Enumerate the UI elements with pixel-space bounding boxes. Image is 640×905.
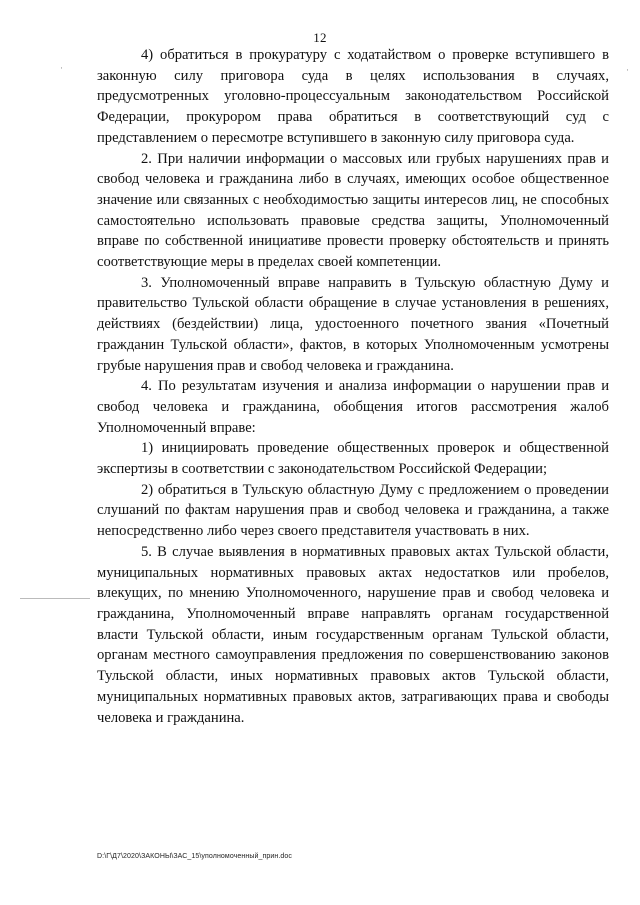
paragraph-5: 5. В случае выявления в нормативных правовых актах Тульской области, муниципальных нормативных правовых актах недостатков или пробелов, влекущих, по мнению Уполномоченного, нарушение прав и свобод человека и гражданина, Уполномоченный вправе направлять органам государственной власти Тульской области, иным государственным органам Тульской области, органам местного самоуправления предложения по совершенствованию законов Тульской области, иных нормативных правовых актов Тульской области, муниципальных нормативных правовых актов, затрагивающих права и свободы человека и гражданина. (97, 543, 609, 726)
file-path-footer: D:\Г\Д7\2020\ЗАКОНЫ\ЗАС_15\уполномоченный_прин.doc (97, 853, 292, 860)
paragraph-item-4: 4) обратиться в прокуратуру с ходатайством о проверке вступившего в законную силу приговора суда в целях использования в случаях, предусмотренных уголовно-процессуальным законодательством Российской Федерации, прокурором права обратиться в соответствующий суд с представлением о пересмотре вступившего в законную силу приговора суда. (97, 47, 609, 146)
page-number: 12 (313, 30, 327, 45)
paragraph-4: 4. По результатам изучения и анализа информации о нарушении прав и свобод человека и гражданина, обобщения итогов рассмотрения жалоб Уполномоченный вправе: (97, 378, 609, 436)
document-body (97, 45, 609, 728)
paragraph-2: 2. При наличии информации о массовых или грубых нарушениях прав и свобод человека и гражданина либо в случаях, имеющих особое общественное значение или связанных с необходимостью защиты интересов лиц, не способных самостоятельно использовать правовые средства защиты, Уполномоченный вправе по собственной инициативе провести проверку обстоятельств и принять соответствующие меры в пределах своей компетенции. (97, 150, 609, 271)
scan-artifact-line (20, 598, 90, 599)
scan-speck-left: · (60, 63, 63, 73)
paragraph-4-item-1: 1) инициировать проведение общественных проверок и общественной экспертизы в соответствии с законодательством Российской Федерации; (97, 440, 609, 478)
paragraph-3: 3. Уполномоченный вправе направить в Тульскую областную Думу и правительство Тульской области обращение в случае установления в решениях, действиях (бездействии) лица, удостоенного почетного звания «Почетный гражданин Тульской области», фактов, в которых Уполномоченным усмотрены грубые нарушения прав и свобод человека и гражданина. (97, 274, 609, 374)
paragraph-4-item-2: 2) обратиться в Тульскую областную Думу с предложением о проведении слушаний по фактам нарушения прав и свобод человека и гражданина, а также непосредственно либо через своего представителя участвовать в них. (97, 481, 609, 540)
scan-speck-right: · (626, 65, 629, 75)
